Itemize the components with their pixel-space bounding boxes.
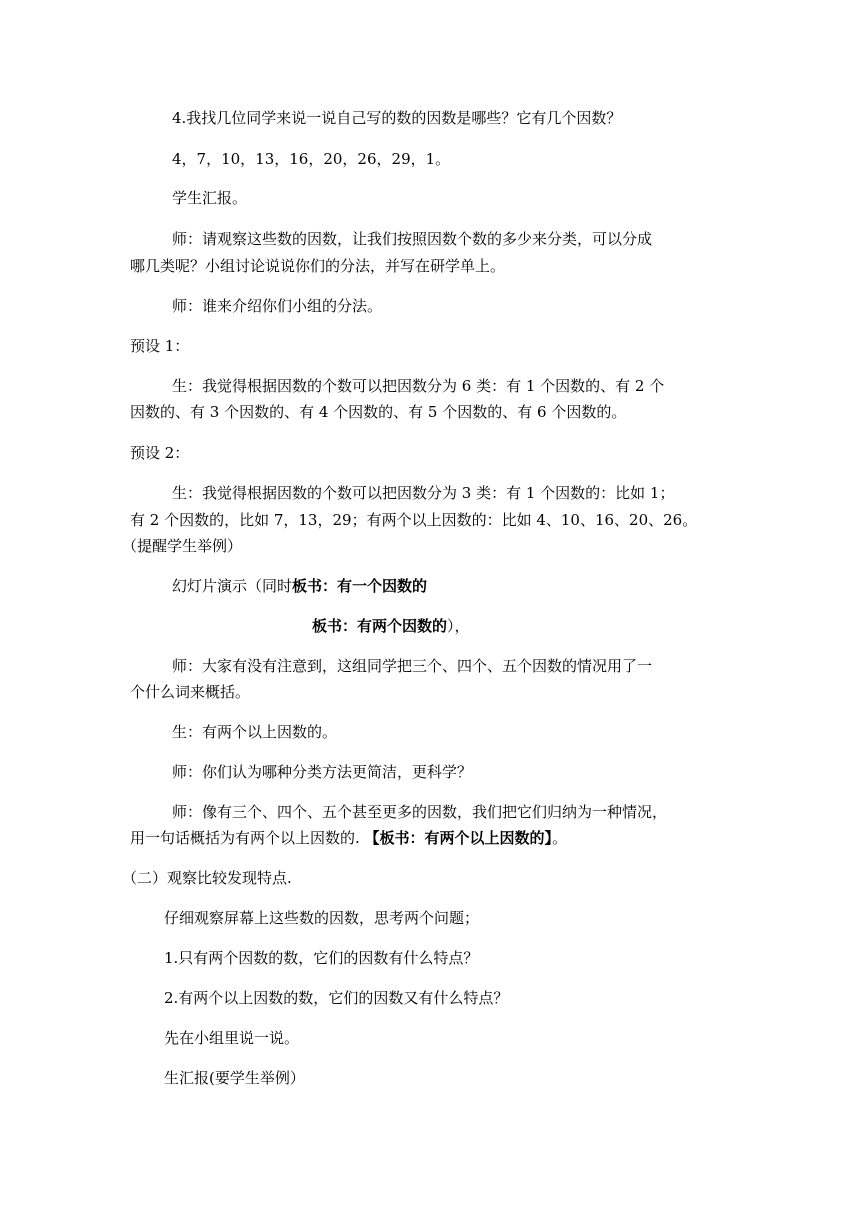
student-paragraph-2-line-2: 有 2 个因数的，比如 7，13，29；有两个以上因数的：比如 4、10、16、20、26。 [130,511,698,529]
slide-demo-line [172,576,427,596]
summary-text: 用一句话概括为有两个以上因数的. [130,829,365,847]
teacher-paragraph-2: 师：谁来介绍你们小组的分法。 [172,297,383,315]
slide-demo-text: 幻灯片演示（同时 [172,577,293,595]
observe-instruction: 仔细观察屏幕上这些数的因数，思考两个问题； [164,909,480,927]
preset-1-label: 预设 1： [130,337,190,355]
student-report: 学生汇报。 [172,189,248,207]
student-paragraph-1-line-2: 因数的、有 3 个因数的、有 4 个因数的、有 5 个因数的、有 6 个因数的。 [130,403,627,421]
teacher-paragraph-1-line-2: 哪几类呢？小组讨论说说你们的分法，并写在研学单上。 [130,257,506,275]
teacher-paragraph-4-line-2 [130,828,567,848]
board-note-2-suffix: ）， [447,617,470,635]
teacher-paragraph-4-line-1: 师：像有三个、四个、五个甚至更多的因数，我们把它们归纳为一种情况， [172,803,668,821]
teacher-paragraph-3-line-2: 个什么词来概括。 [130,683,251,701]
question-4: 4.我找几位同学来说一说自己写的数的因数是哪些？它有几个因数？ [172,109,622,127]
question-item-1: 1.只有两个因数的数，它们的因数有什么特点？ [164,949,479,967]
student-report-2: 生汇报(要学生举例） [164,1069,305,1087]
board-note-line-2 [312,616,470,636]
teacher-paragraph-3-line-1: 师：大家有没有注意到，这组同学把三个、四个、五个因数的情况用了一 [172,657,653,675]
preset-2-label: 预设 2： [130,444,190,462]
group-discussion: 先在小组里说一说。 [164,1029,300,1047]
teacher-question: 师：你们认为哪种分类方法更简洁，更科学？ [172,763,473,781]
board-note-1: 板书：有一个因数的 [292,577,428,595]
question-item-2: 2.有两个以上因数的数，它们的因数又有什么特点？ [164,989,509,1007]
board-note-2: 板书：有两个因数的 [312,617,448,635]
student-paragraph-2-line-1: 生：我觉得根据因数的个数可以把因数分为 3 类：有 1 个因数的：比如 1； [172,484,675,502]
teacher-paragraph-1-line-1: 师：请观察这些数的因数，让我们按照因数个数的多少来分类，可以分成 [172,230,653,248]
student-paragraph-2-line-3: （提醒学生举例） [122,537,243,555]
board-note-3: 【板书：有两个以上因数的】 [364,829,553,847]
number-list: 4，7，10，13，16，20，26，29，1。 [172,150,451,168]
summary-suffix: 。 [552,829,568,847]
student-answer: 生：有两个以上因数的。 [172,723,338,741]
student-paragraph-1-line-1: 生：我觉得根据因数的个数可以把因数分为 6 类：有 1 个因数的、有 2 个 [172,377,665,395]
section-heading-2: （二）观察比较发现特点. [122,869,292,887]
